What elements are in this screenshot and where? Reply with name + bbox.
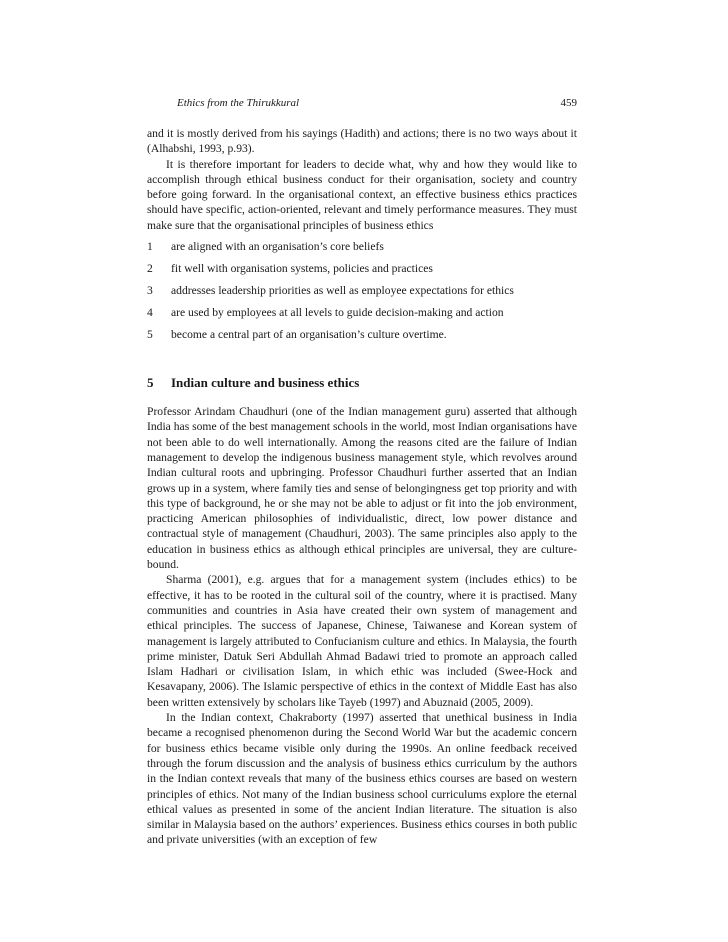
list-text: addresses leadership priorities as well as employee expectations for ethics (171, 284, 514, 298)
principles-list (147, 239, 577, 349)
list-number: 3 (147, 284, 153, 298)
paragraph: and it is mostly derived from his sayings (Hadith) and actions; there is no two ways about it (Alhabshi, 1993, p.93). (147, 127, 577, 156)
list-text: become a central part of an organisation’s culture overtime. (171, 328, 447, 342)
list-item (147, 283, 577, 305)
section-number: 5 (147, 375, 154, 391)
running-header (177, 97, 577, 111)
list-number: 4 (147, 306, 153, 320)
paragraph: It is therefore important for leaders to decide what, why and how they would like to accomplish through ethical business conduct for their organisation, society and country before going forward. In the organisational context, an effective business ethics practices should have specific, action-oriented, relevant and timely performance measures. They must make sure that the organisational principles of business ethics (147, 157, 577, 232)
list-item (147, 305, 577, 327)
list-number: 5 (147, 328, 153, 342)
paragraph: In the Indian context, Chakraborty (1997) asserted that unethical business in India became a recognised phenomenon during the Second World War but the academic concern for business ethics became visible only during the 1990s. An online feedback received through the forum discussion and the analysis of business ethics curriculum by the authors in the Indian context reveals that many of the business ethics courses are based on western principles of ethics. Not many of the Indian business school curriculums explore the eternal ethical values as presented in some of the ancient Indian literature. The situation is also similar in Malaysia based on the authors’ experiences. Business ethics courses in both public and private universities (with an exception of few (147, 711, 577, 847)
list-text: are used by employees at all levels to guide decision-making and action (171, 306, 504, 320)
list-item (147, 327, 577, 349)
list-text: are aligned with an organisation’s core beliefs (171, 240, 384, 254)
list-number: 1 (147, 240, 153, 254)
body-text (147, 126, 577, 848)
list-item (147, 239, 577, 261)
page-number: 459 (560, 97, 577, 109)
section-heading (147, 374, 577, 391)
list-number: 2 (147, 262, 153, 276)
list-item (147, 261, 577, 283)
paragraph: Sharma (2001), e.g. argues that for a management system (includes ethics) to be effective, it has to be rooted in the cultural soil of the country, where it is practised. Many communities and countries in Asia have created their own system of management and ethical principles. The success of Japanese, Chinese, Taiwanese and Korean system of management is largely attributed to Confucianism culture and ethics. In Malaysia, the fourth prime minister, Datuk Seri Abdullah Ahmad Badawi tried to promote an approach called Islam Hadhari or civilisation Islam, in which ethic was included (Swee-Hock and Kesavapany, 2006). The Islamic perspective of ethics in the context of Middle East has also been written extensively by scholars like Tayeb (1997) and Abuznaid (2005, 2009). (147, 573, 577, 709)
section-title: Indian culture and business ethics (171, 375, 360, 391)
running-title: Ethics from the Thirukkural (177, 97, 300, 109)
list-text: fit well with organisation systems, policies and practices (171, 262, 433, 276)
paragraph: Professor Arindam Chaudhuri (one of the Indian management guru) asserted that although India has some of the best management schools in the world, most Indian organisations have not been able to do well internationally. Among the reasons cited are the failure of Indian management to develop the indigenous business management style, which revolves around Indian cultural roots and upbringing. Professor Chaudhuri further asserted that an Indian grows up in a system, where family ties and sense of belongingness get top priority and with this type of background, he or she may not be able to adjust or fit into the job environment, practicing American philosophies of individualistic, direct, low power distance and contractual style of management (Chaudhuri, 2003). The same principles also apply to the education in business ethics as although ethical principles are universal, they are culture-bound. (147, 405, 577, 572)
